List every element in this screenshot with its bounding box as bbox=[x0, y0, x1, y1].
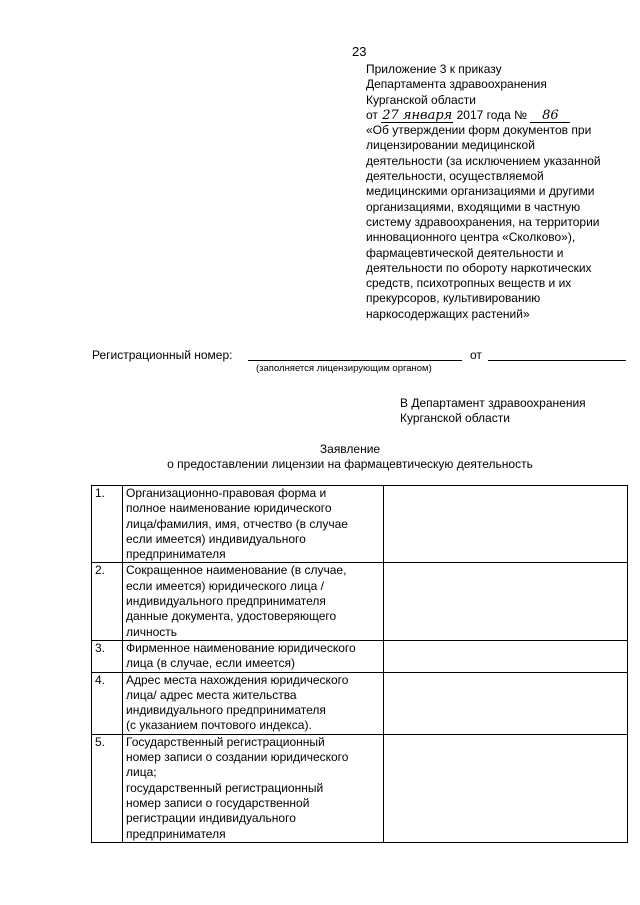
table-row bbox=[92, 563, 628, 640]
addressee bbox=[400, 396, 586, 426]
row-label bbox=[123, 486, 384, 563]
row-value-field[interactable] bbox=[384, 640, 628, 672]
row-label-line: полное наименование юридического bbox=[126, 501, 332, 516]
row-number: 2. bbox=[92, 563, 123, 640]
row-label bbox=[123, 640, 384, 672]
row-label-line: Фирменное наименование юридического bbox=[126, 640, 356, 655]
table-row bbox=[92, 672, 628, 734]
row-label-line: Адрес места нахождения юридического bbox=[126, 672, 349, 687]
row-label-line: Организационно-правовая форма и bbox=[126, 486, 327, 500]
annex-header bbox=[366, 62, 626, 322]
row-label-line: если имеется) индивидуального bbox=[126, 531, 306, 546]
registration-label: Регистрационный номер: bbox=[92, 348, 233, 362]
addressee-line-1: В Департамент здравоохранения bbox=[400, 396, 586, 410]
date-prefix: от bbox=[366, 107, 378, 122]
row-label-line: если имеется) юридического лица / bbox=[126, 578, 324, 593]
document-title: Заявление bbox=[319, 442, 381, 456]
order-description-line: медицинскими организациями и другими bbox=[366, 184, 595, 199]
year-text: 2017 года № bbox=[456, 107, 528, 122]
order-description-line: средств, психотропных веществ и их bbox=[366, 276, 572, 291]
row-label bbox=[123, 672, 384, 734]
row-label-line: номер записи о государственной bbox=[126, 795, 310, 810]
row-label-line: личность bbox=[126, 624, 178, 639]
handwritten-order-number: 86 bbox=[530, 109, 570, 123]
row-label bbox=[123, 563, 384, 640]
row-number: 3. bbox=[92, 640, 123, 672]
order-description-line: организациями, входящими в частную bbox=[366, 199, 581, 214]
handwritten-date: 27 января bbox=[382, 107, 453, 123]
registration-date-field[interactable] bbox=[488, 360, 626, 361]
order-description-line: деятельности, осуществляемой bbox=[366, 169, 544, 184]
order-description-line: деятельности (за исключением указанной bbox=[366, 153, 601, 168]
table-row bbox=[92, 640, 628, 672]
row-label-line: номер записи о создании юридического bbox=[126, 750, 349, 765]
annex-line-1: Приложение 3 к приказу bbox=[366, 62, 502, 76]
row-label-line: предпринимателя bbox=[126, 826, 226, 841]
order-description-line: «Об утверждении форм документов при bbox=[366, 123, 592, 138]
row-label-line: предпринимателя bbox=[126, 547, 226, 562]
table-row bbox=[92, 486, 628, 563]
row-number: 4. bbox=[92, 672, 123, 734]
row-label-line: данные документа, удостоверяющего bbox=[126, 609, 337, 624]
order-description-line: деятельности по обороту наркотических bbox=[366, 260, 592, 275]
row-label-line: лица/ адрес места жительства bbox=[126, 687, 297, 702]
order-description-line: лицензировании медицинской bbox=[366, 138, 535, 153]
row-number: 1. bbox=[92, 486, 123, 563]
row-label-line: государственный регистрационный bbox=[126, 780, 324, 795]
row-value-field[interactable] bbox=[384, 563, 628, 640]
order-description-line: систему здравоохранения, на территории bbox=[366, 214, 600, 229]
row-value-field[interactable] bbox=[384, 734, 628, 842]
order-description bbox=[366, 123, 626, 322]
row-number: 5. bbox=[92, 734, 123, 842]
order-description-line: наркосодержащих растений» bbox=[366, 306, 530, 321]
registration-number-field[interactable] bbox=[248, 360, 462, 361]
document-subtitle: о предоставлении лицензии на фармацевтическую деятельность bbox=[167, 457, 533, 471]
row-label-line: регистрации индивидуального bbox=[126, 811, 296, 826]
registration-hint: (заполняется лицензирующим органом) bbox=[256, 363, 432, 374]
row-label-line: лица; bbox=[126, 765, 157, 780]
row-label-line: Сокращенное наименование (в случае, bbox=[126, 563, 347, 578]
row-label-line: индивидуального предпринимателя bbox=[126, 703, 326, 718]
addressee-line-2: Курганской области bbox=[400, 411, 510, 425]
row-value-field[interactable] bbox=[384, 486, 628, 563]
table-row bbox=[92, 734, 628, 842]
order-description-line: прекурсоров, культивированию bbox=[366, 291, 541, 306]
row-label-line: Государственный регистрационный bbox=[126, 734, 325, 749]
row-label-line: (с указанием почтового индекса). bbox=[126, 718, 312, 733]
order-date-line bbox=[366, 108, 626, 123]
registration-date-label: от bbox=[470, 348, 482, 362]
row-value-field[interactable] bbox=[384, 672, 628, 734]
order-description-line: фармацевтической деятельности и bbox=[366, 245, 564, 260]
annex-line-3: Курганской области bbox=[366, 92, 476, 107]
page-number: 23 bbox=[352, 44, 367, 59]
row-label-line: лица (в случае, если имеется) bbox=[126, 656, 296, 671]
row-label bbox=[123, 734, 384, 842]
annex-line-2: Департамента здравоохранения bbox=[366, 77, 547, 92]
application-form-table bbox=[91, 485, 628, 843]
row-label-line: индивидуального предпринимателя bbox=[126, 594, 326, 609]
row-label-line: лица/фамилия, имя, отчество (в случае bbox=[126, 516, 348, 531]
order-description-line: инновационного центра «Сколково»), bbox=[366, 230, 576, 245]
